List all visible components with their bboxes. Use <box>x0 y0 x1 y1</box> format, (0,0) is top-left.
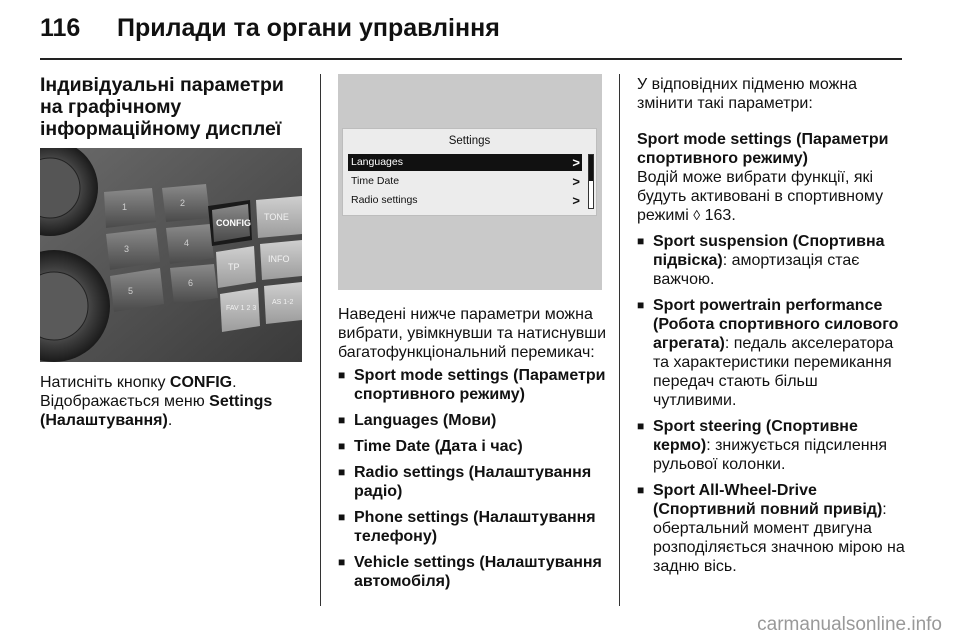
list-item: ■ Phone settings (Налаштування телефону) <box>338 508 608 546</box>
settings-label: Settings <box>209 393 273 410</box>
list-item: ■ Sport suspension (Спортивна підвіска): амортизація стає важчою. <box>637 232 905 289</box>
column-divider <box>619 74 620 606</box>
settings-screen-title: Settings <box>448 135 491 147</box>
radio-panel-illustration <box>40 148 302 362</box>
tp-button-label: TP <box>228 262 240 272</box>
button-3-label: 3 <box>124 244 130 254</box>
list-item: ■ Sport All-Wheel-Drive (Спортивний повний привід): обертальний момент двигуна розподіляється значною мірою на задню вісь. <box>637 481 905 576</box>
col3-subhead: Sport mode settings (Параметри спортивного режиму) <box>637 131 889 167</box>
col1-instruction: Натисніть кнопку CONFIG. Відображається меню Settings (Налаштування). <box>40 374 273 429</box>
list-item: ■ Radio settings (Налаштування радіо) <box>338 463 608 501</box>
button-6-label: 6 <box>188 278 194 288</box>
col2-intro: Наведені нижче параметри можна вибрати, увімкнувши та натиснувши багатофункціональний перемикач: <box>338 306 607 361</box>
settings-list <box>338 366 608 591</box>
chevron-right-icon: > <box>572 174 580 189</box>
list-item: ■ Languages (Мови) <box>338 411 608 430</box>
list-item: ■ Vehicle settings (Налаштування автомобіля) <box>338 553 608 591</box>
control-panel-photo <box>40 148 302 362</box>
section-title: Індивідуальні параметри на графічному інформаційному дисплеї <box>40 74 284 140</box>
list-item: ■ Sport steering (Спортивне кермо): знижується підсилення рульової колонки. <box>637 417 905 474</box>
button-4-label: 4 <box>184 238 190 248</box>
column-3 <box>637 75 905 583</box>
fav-button-label: FAV 1 2 3 <box>226 305 257 312</box>
column-2-text <box>338 305 608 598</box>
tone-button-label: TONE <box>264 212 289 222</box>
button-2-label: 2 <box>180 198 186 208</box>
chevron-right-icon: > <box>572 155 580 170</box>
header-rule <box>40 58 902 60</box>
col3-intro: У відповідних підменю можна змінити такі параметри: <box>637 76 858 112</box>
settings-screen <box>342 128 597 216</box>
page-number: 116 <box>40 14 81 42</box>
page-header-title: Прилади та органи управління <box>117 14 500 42</box>
watermark: carmanualsonline.info <box>757 614 942 635</box>
config-label: CONFIG <box>169 374 233 391</box>
scrollbar <box>588 154 594 209</box>
as-button-label: AS 1-2 <box>272 299 294 306</box>
list-item: ■ Sport powertrain performance (Робота спортивного силового агрегата): педаль акселератора та характеристики перемикання передач стають більш чутливими. <box>637 296 905 410</box>
settings-screen-illustration <box>338 74 602 290</box>
config-button-label: CONFIG <box>216 218 251 228</box>
info-button-label: INFO <box>268 254 290 264</box>
list-item: ■ Time Date (Дата і час) <box>338 437 608 456</box>
menu-item-time-date: Time Date > <box>351 174 580 189</box>
sport-mode-list <box>637 232 905 576</box>
scrollbar-thumb <box>589 155 593 181</box>
col3-description: Водій може вибрати функції, які будуть активовані в спортивному режимі ◊ 163. <box>637 169 884 224</box>
column-1 <box>40 74 308 140</box>
button-1-label: 1 <box>122 202 128 212</box>
menu-item-languages: Languages > <box>348 154 582 171</box>
menu-item-radio-settings: Radio settings > <box>351 193 580 208</box>
page-reference-icon: ◊ <box>693 207 701 223</box>
chevron-right-icon: > <box>572 193 580 208</box>
list-item: ■ Sport mode settings (Параметри спортивного режиму) <box>338 366 608 404</box>
settings-ua-label: (Налаштування) <box>40 412 168 429</box>
column-divider <box>320 74 321 606</box>
button-5-label: 5 <box>128 286 134 296</box>
